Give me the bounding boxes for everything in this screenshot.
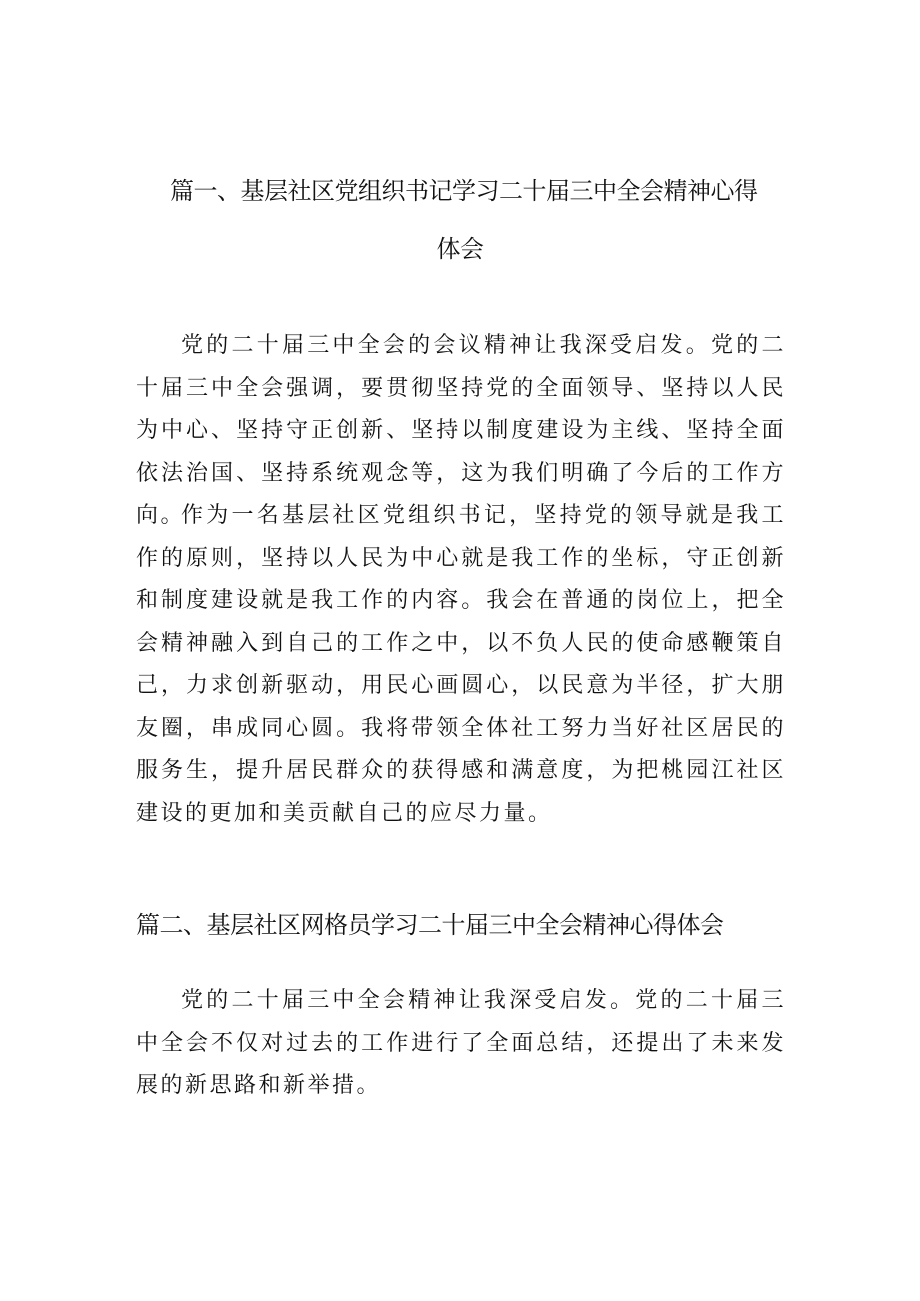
section-1-paragraph-2: 作为一名基层社区党组织书记，坚持党的领导就是我工作的原则，坚持以人民为中心就是我工作的坐标，守正创新和制度建设就是我工作的内容。我会在普通的岗位上，把全会精神融入到自己的工作之中，以不负人民的使命感鞭策自己，力求创新驱动，用民心画圆心，以民意为半径，扩大朋友圈，串成同心圆。我将带领全体社工努力当好社区居民的服务生，提升居民群众的获得感和满意度，为把桃园江社区建设的更加和美贡献自己的应尽力量。 [136,503,786,826]
section-2-title: 篇二、基层社区网格员学习二十届三中全会精神心得体会 [136,911,724,939]
section-1-title-line-1: 篇一、基层社区党组织书记学习二十届三中全会精神心得 [170,177,758,205]
section-2-paragraph-1: 党的二十届三中全会精神让我深受启发。党的二十届三中全会不仅对过去的工作进行了全面总结，还提出了未来发展的新思路和新举措。 [136,988,786,1098]
section-1-paragraph-1: 党的二十届三中全会的会议精神让我深受启发。党的二十届三中全会强调，要贯彻坚持党的全面领导、坚持以人民为中心、坚持守正创新、坚持以制度建设为主线、坚持全面依法治国、坚持系统观念等，这为我们明确了今后的工作方向。 [136,333,786,528]
section-1-title-line-2: 体会 [436,235,484,263]
